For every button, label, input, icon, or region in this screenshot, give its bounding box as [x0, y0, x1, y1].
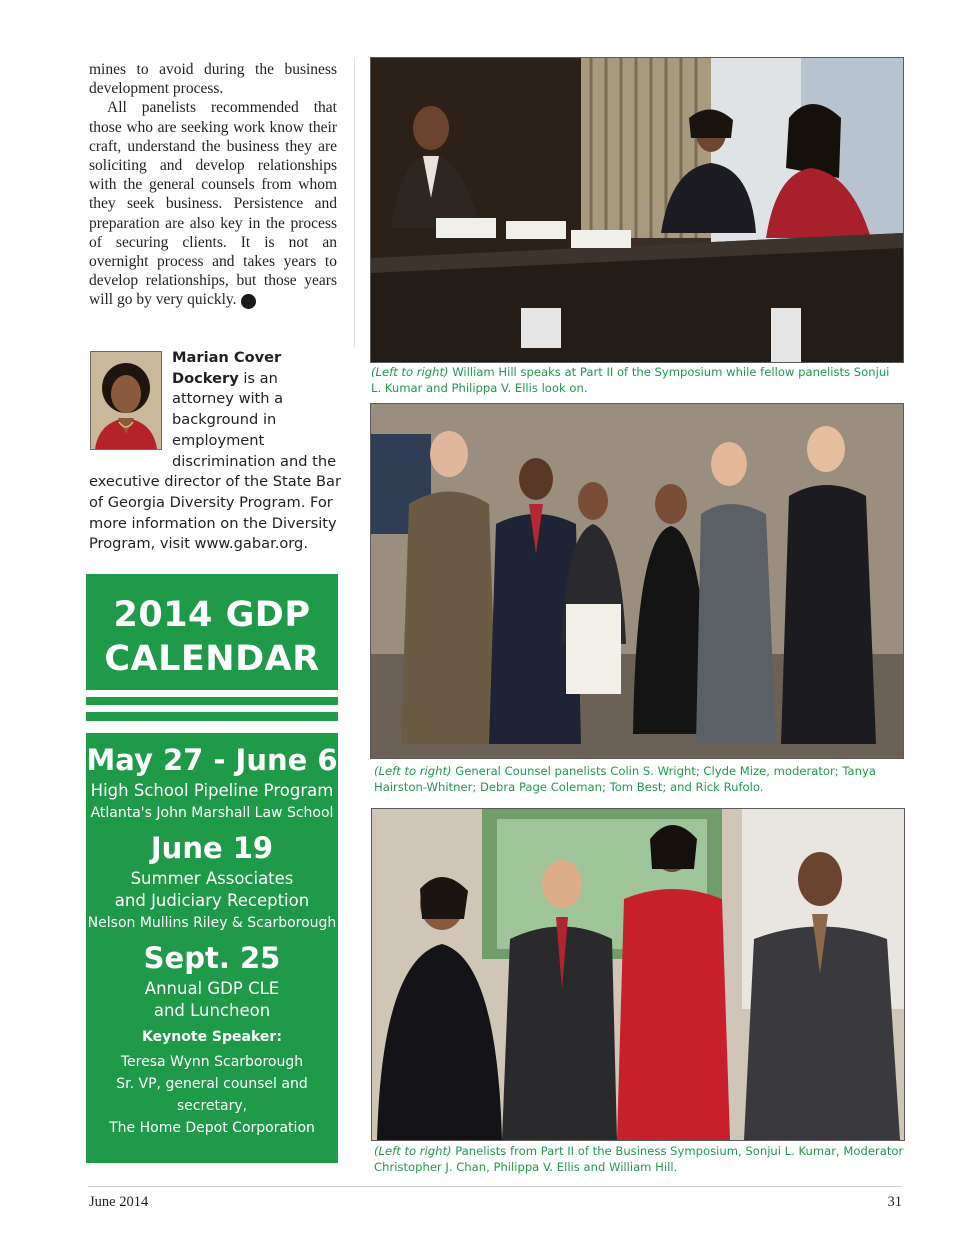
event-location: Nelson Mullins Riley & Scarborough: [87, 914, 337, 931]
event-date: May 27 - June 6: [86, 743, 338, 777]
calendar-event-2: [86, 831, 338, 933]
keynote-label: Keynote Speaker:: [142, 1028, 282, 1045]
event-name-line1: Annual GDP CLE: [144, 978, 280, 998]
column-divider: [354, 58, 355, 348]
event-name: High School Pipeline Program: [90, 781, 334, 800]
photo-business-symposium-panelists: [371, 808, 905, 1141]
photo-general-counsel-panelists: [370, 403, 904, 759]
author-description: is an attorney with a background in employment discrimination and the executive director of the State Bar of Georgia Diversity Program. For more information on the Diversity Program, visit www.gabar.org.: [89, 369, 341, 553]
keynote-speaker-name: Teresa Wynn Scarborough: [120, 1053, 304, 1070]
keynote-speaker-company: The Home Depot Corporation: [109, 1119, 315, 1136]
footer-issue-date: June 2014: [89, 1194, 149, 1210]
author-photo: [90, 351, 162, 450]
footer-page-number: 31: [887, 1194, 902, 1210]
article-text: [89, 60, 337, 310]
calendar-events: [86, 733, 338, 1163]
event-name-line2: and Judiciary Reception: [114, 891, 310, 910]
event-name-line2: and Luncheon: [153, 1001, 271, 1020]
author-name: Marian Cover Dockery: [172, 349, 282, 387]
event-location: Atlanta's John Marshall Law School: [90, 804, 334, 821]
photo-caption-1: (Left to right) William Hill speaks at Part II of the Symposium while fellow panelists Sonjui L. Kumar and Philippa V. Ellis look on.: [371, 365, 890, 395]
event-date: Sept. 25: [143, 940, 281, 975]
calendar-event-3: [86, 941, 338, 1139]
calendar-header: [86, 574, 338, 690]
footer-rule: [88, 1186, 902, 1187]
calendar-stripe-2: [86, 712, 338, 721]
article-paragraph-1: mines to avoid during the business development process.: [89, 61, 337, 98]
event-date: June 19: [150, 830, 274, 865]
event-name-line1: Summer Associates: [130, 868, 294, 888]
calendar-title-line2: CALENDAR: [104, 639, 320, 679]
photo-panel-discussion: [370, 57, 904, 363]
article-paragraph-2: All panelists recommended that those who are seeking work know their craft, understand the business they are soliciting and develop relationships with the general counsels from whom they seek business. Persistence and preparation are also key in the process of securing clients. It is not an overnight process and takes years to develop relationships, but those years will go by very quickly. GBJ: [89, 99, 337, 309]
calendar-title-line1: 2014 GDP: [113, 595, 311, 635]
photo-caption-3: (Left to right) Panelists from Part II of the Business Symposium, Sonjui L. Kumar, Moderator Christopher J. Chan, Philippa V. Ellis and William Hill.: [374, 1144, 904, 1174]
gbj-logo-icon: GBJ: [241, 294, 256, 309]
author-bio: [89, 348, 341, 555]
photo-caption-2: (Left to right) General Counsel panelists Colin S. Wright; Clyde Mize, moderator; Tanya Hairston-Whitner; Debra Page Coleman; Tom Best; and Rick Rufolo.: [374, 764, 876, 794]
calendar-event-1: [86, 743, 338, 823]
calendar-stripe-1: [86, 697, 338, 705]
keynote-speaker-title: Sr. VP, general counsel and secretary,: [116, 1075, 308, 1114]
